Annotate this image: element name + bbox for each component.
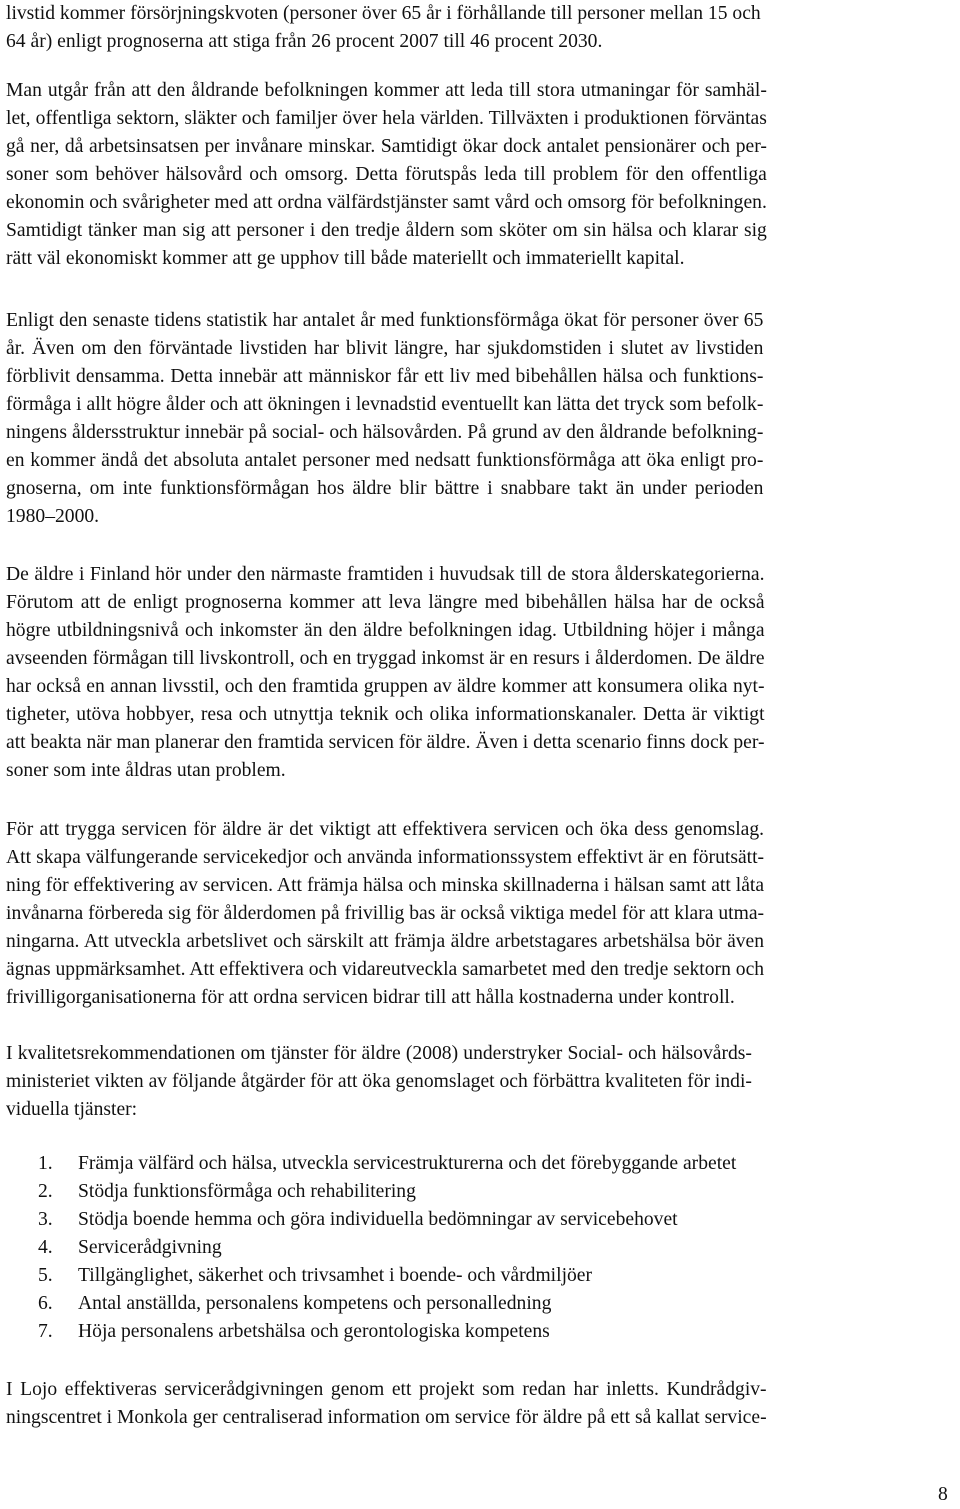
- text-line: att beakta när man planerar den framtida servicen för äldre. Även i detta scenario finns dock per-: [6, 732, 765, 753]
- text-line: ningarna. Att utveckla arbetslivet och särskilt att främja äldre arbetstagares arbetshälsa bör även: [6, 931, 765, 952]
- list-number: 3.: [38, 1209, 53, 1230]
- list-number: 7.: [38, 1321, 53, 1342]
- list-item: [38, 1234, 736, 1262]
- list-number: 4.: [38, 1237, 53, 1258]
- list-item-text: Antal anställda, personalens kompetens och personalledning: [78, 1293, 552, 1314]
- list-number: 6.: [38, 1293, 53, 1314]
- text-line: invånarna förbereda sig för ålderdomen på frivillig bas är också viktiga medel för att klara utma-: [6, 903, 765, 924]
- text-line: har också en annan livsstil, och den framtida gruppen av äldre kommer att konsumera olika nyt-: [6, 676, 765, 697]
- text-line: Man utgår från att den åldrande befolkningen kommer att leda till stora utmaningar för samhäl-: [6, 80, 767, 101]
- paragraph-funktionsformaga: [6, 307, 763, 531]
- text-line: 1980–2000.: [6, 506, 100, 527]
- text-line: Enligt den senaste tidens statistik har antalet år med funktionsförmåga ökat för personer över 65: [6, 310, 764, 331]
- paragraph-forsorjningskvot: [6, 0, 761, 56]
- paragraph-lojo-radgivning: [6, 1376, 767, 1432]
- text-line: ningens åldersstruktur innebär på social- och hälsovården. På grund av den åldrande befolkning-: [6, 422, 764, 443]
- list-item-text: Tillgänglighet, säkerhet och trivsamhet i boende- och vårdmiljöer: [78, 1265, 593, 1286]
- list-item-text: Främja välfärd och hälsa, utveckla servicestrukturerna och det förebyggande arbetet: [78, 1153, 737, 1174]
- text-line: högre utbildningsnivå och inkomster än den äldre befolkningen idag. Utbildning höjer i många: [6, 620, 765, 641]
- text-line: år. Även om den förväntade livstiden har blivit längre, har sjukdomstiden i slutet av livstiden: [6, 338, 764, 359]
- measures-list: [38, 1150, 736, 1346]
- text-line: avseenden förmågan till livskontroll, och en tryggad inkomst är en resurs i ålderdomen. De äldre: [6, 648, 765, 669]
- text-line: De äldre i Finland hör under den närmaste framtiden i huvudsak till de stora ålderskategorierna.: [6, 564, 765, 585]
- text-line: ningscentret i Monkola ger centraliserad information om service för äldre på ett så kallat service-: [6, 1407, 767, 1428]
- paragraph-aldrande-befolkning: [6, 77, 767, 273]
- list-number: 1.: [38, 1153, 53, 1174]
- list-item-text: Servicerådgivning: [78, 1237, 222, 1258]
- text-line: frivilligorganisationerna för att ordna servicen bidrar till att hålla kostnaderna under kontroll.: [6, 987, 735, 1008]
- text-line: ägnas uppmärksamhet. Att effektivera och vidareutveckla samarbetet med den tredje sektorn och: [6, 959, 765, 980]
- list-item: [38, 1206, 736, 1234]
- text-line: I Lojo effektiveras servicerådgivningen genom ett projekt som redan har inletts. Kundrådgiv-: [6, 1379, 767, 1400]
- list-item-text: Stödja funktionsförmåga och rehabilitering: [78, 1181, 416, 1202]
- list-item: [38, 1318, 736, 1346]
- list-item: [38, 1290, 736, 1318]
- paragraph-trygga-servicen: [6, 816, 764, 1012]
- text-line: Samtidigt tänker man sig att personer i den tredje åldern som sköter om sin hälsa och klarar sig: [6, 220, 767, 241]
- text-line: gnoserna, om inte funktionsförmågan hos äldre blir bättre i snabbare takt än under perioden: [6, 478, 764, 499]
- text-line: rätt väl ekonomiskt kommer att ge upphov till både materiellt och immateriellt kapital.: [6, 248, 685, 269]
- page-number: 8: [938, 1484, 948, 1505]
- text-line: tigheter, utöva hobbyer, resa och utnyttja teknik och olika informationskanaler. Detta är viktigt: [6, 704, 765, 725]
- text-line: förmåga i allt högre ålder och att ökningen i levnadstid eventuellt kan lätta det tryck som befolk-: [6, 394, 764, 415]
- text-line: ning för effektivering av servicen. Att främja hälsa och minska skillnaderna i hälsan samt att låta: [6, 875, 765, 896]
- text-line: I kvalitetsrekommendationen om tjänster för äldre (2008) understryker Social- och hälsovårds-: [6, 1043, 752, 1064]
- list-item: [38, 1178, 736, 1206]
- text-line: förblivit densamma. Detta innebär att människor får ett liv med bibehållen hälsa och funktions-: [6, 366, 764, 387]
- list-number: 2.: [38, 1181, 53, 1202]
- text-line: livstid kommer försörjningskvoten (personer över 65 år i förhållande till personer mellan 15 och: [6, 3, 761, 24]
- paragraph-aldre-i-finland: [6, 561, 765, 785]
- text-line: gå ner, då arbetsinsatsen per invånare minskar. Samtidigt ökar dock antalet pensionärer och per-: [6, 136, 767, 157]
- text-line: ministeriet vikten av följande åtgärder för att öka genomslaget och förbättra kvaliteten för indi-: [6, 1071, 752, 1092]
- text-line: viduella tjänster:: [6, 1099, 138, 1120]
- text-line: soner som inte åldras utan problem.: [6, 760, 286, 781]
- list-number: 5.: [38, 1265, 53, 1286]
- text-line: 64 år) enligt prognoserna att stiga från 26 procent 2007 till 46 procent 2030.: [6, 31, 603, 52]
- text-line: soner som behöver hälsovård och omsorg. Detta förutspås leda till problem för den offentliga: [6, 164, 767, 185]
- list-item-text: Höja personalens arbetshälsa och gerontologiska kompetens: [78, 1321, 550, 1342]
- text-line: Att skapa välfungerande servicekedjor och använda informationssystem effektivt är en förutsätt-: [6, 847, 765, 868]
- text-line: en kommer ändå det absoluta antalet personer med nedsatt funktionsförmåga att öka enligt pro-: [6, 450, 764, 471]
- list-item: [38, 1262, 736, 1290]
- text-line: För att trygga servicen för äldre är det viktigt att effektivera servicen och öka dess genomslag.: [6, 819, 765, 840]
- text-line: ekonomin och svårigheter med att ordna välfärdstjänster samt vård och omsorg för befolkningen.: [6, 192, 767, 213]
- list-item-text: Stödja boende hemma och göra individuella bedömningar av servicebehovet: [78, 1209, 678, 1230]
- paragraph-kvalitetsrekommendation: [6, 1040, 752, 1124]
- text-line: let, offentliga sektorn, släkter och familjer över hela världen. Tillväxten i produktionen förväntas: [6, 108, 767, 129]
- text-line: Förutom att de enligt prognoserna kommer att leva längre med bibehållen hälsa har de också: [6, 592, 765, 613]
- list-item: [38, 1150, 736, 1178]
